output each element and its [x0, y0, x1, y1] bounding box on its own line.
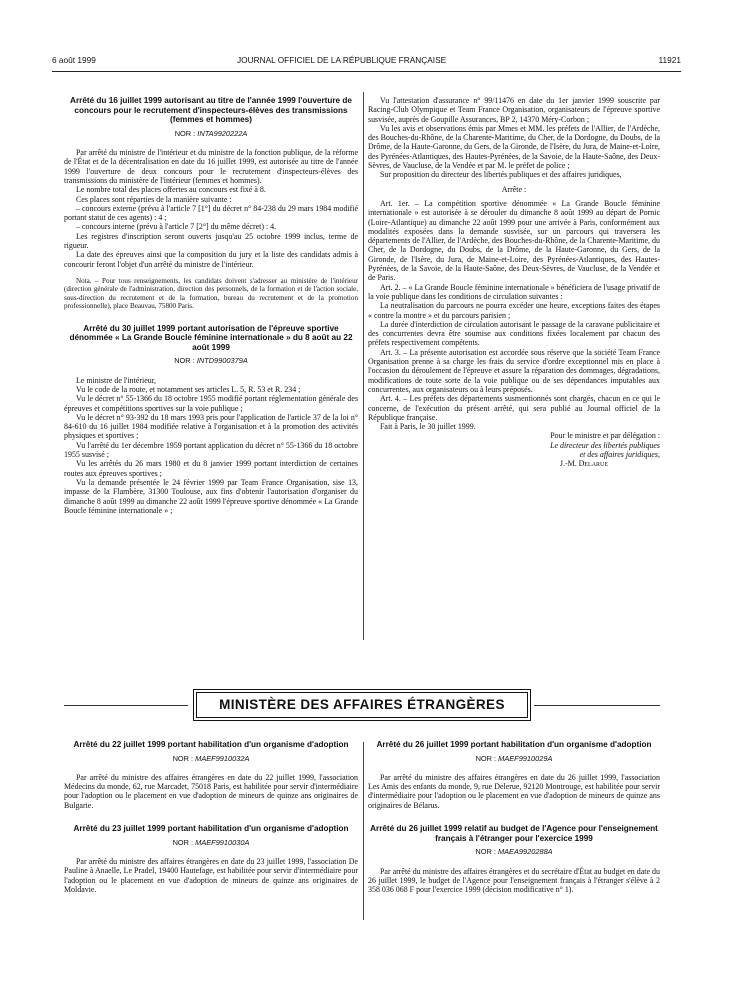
signature-line: Le directeur des libertés publiques — [550, 440, 660, 450]
decree-title: Arrêté du 26 juillet 1999 relatif au budget de l'Agence pour l'enseignement français à l'étranger pour l'exercice 1999 — [370, 824, 658, 843]
paragraph: Les registres d'inscription seront ouverts jusqu'au 25 octobre 1999 inclus, terme de rigueur. — [64, 231, 358, 251]
note: Nota. – Pour tous renseignements, les candidats doivent s'adresser au ministère de l'intérieur (direction générale de l'administration, direction des personnels, de la formation et de l'action sociale, sous-direction du recrutement et de la formation, bureau du recrutement et de la promotion professionnelle), place Beauvau, 75800 Paris. — [64, 276, 358, 311]
paragraph: Par arrêté du ministre des affaires étrangères en date du 26 juillet 1999, l'association Les Amis des enfants du monde, 9, rue Delerue, 92120 Montrouge, est habilitée pour servir d'intermédiaire pour l'adoption ou le placement en vue d'adoption de mineurs de quinze ans originaires de Bélarus. — [368, 772, 660, 810]
decree-title: Arrêté du 22 juillet 1999 portant habilitation d'un organisme d'adoption — [73, 740, 349, 749]
column-left-bottom — [64, 740, 358, 894]
paragraph: Vu la demande présentée le 24 février 1999 par Team France Organisation, sise 13, impasse de la Flambère, 31300 Toulouse, aux fins d'obtenir l'autorisation d'organiser du dimanche 8 août 1999 au dimanche 22 août 1999 l'épreuve sportive dénommée « La Grande Boucle féminine internationale » ; — [64, 477, 358, 515]
nor-reference: NOR : MAEF9910029A — [475, 753, 553, 763]
article-1: Art. 1er. – La compétition sportive dénommée « La Grande Boucle féminine internationale » est autorisée à se dérouler du dimanche 8 août 1999 au départ de Pornic (Loire-Atlantique) au dimanche 22 août 1999 pour une arrivée à Paris, conformément aux modalités exposées dans la demande susvisée, sur un parcours qui traversera les départements de l'Allier, de l'Ardèche, des Bouches-du-Rhône, de la Charente-Maritime, du Cher, de la Dordogne, du Doubs, de la Drôme, de la Haute-Garonne, du Gers, de la Gironde, de l'Isère, du Jura, de Maine-et-Loire, des Pyrénées-Atlantiques, des Hautes-Pyrénées, de la Savoie, de la Haute-Saône, des Deux-Sèvres, de Vaucluse, de la Vendée et de Paris. — [368, 198, 660, 283]
decree-title: Arrêté du 26 juillet 1999 portant habilitation d'un organisme d'adoption — [376, 740, 652, 749]
paragraph: Vu l'attestation d'assurance n° 99/11476 en date du 1er janvier 1999 souscrite par Racing-Club Olympique et Team France Organisation, organisateurs de l'épreuve sportive susvisée, auprès de Goupille Assurances, BP 2, 14370 Méry-Corbon ; — [368, 96, 660, 124]
decree-title: Arrêté du 30 juillet 1999 portant autorisation de l'épreuve sportive dénommée « La Grande Boucle féminine internationale » du 8 août au 22 août 1999 — [69, 323, 353, 352]
header-rule — [52, 71, 681, 72]
paragraph: Ces places sont réparties de la manière suivante : — [76, 194, 232, 204]
arrete-heading: Arrête : — [501, 184, 527, 194]
page-header — [52, 55, 681, 69]
column-separator — [363, 742, 364, 920]
ministry-rule-left — [64, 705, 188, 706]
signature-name: J.-M. Delarue — [559, 459, 609, 469]
paragraph: Sur proposition du directeur des libertés publiques et des affaires juridiques, — [380, 170, 622, 180]
header-page-number: 11921 — [658, 55, 681, 65]
paragraph: Vu le décret n° 55-1366 du 18 octobre 1955 modifié portant réglementation générale des épreuves et compétitions sportives sur la voie publique ; — [64, 394, 358, 413]
nor-reference: NOR : MAEA9920288A — [475, 847, 553, 857]
article-2: Art. 2. – « La Grande Boucle féminine internationale » bénéficiera de l'usage privatif de la voie publique dans les conditions de circulation suivantes : — [368, 282, 660, 301]
decree-title: Arrêté du 23 juillet 1999 portant habilitation d'un organisme d'adoption — [73, 824, 349, 834]
paragraph: Vu le décret n° 93-392 du 18 mars 1993 pris pour l'application de l'article 37 de la loi n° 84-610 du 16 juillet 1984 modifiée relative à l'organisation et à la promotion des activités physiques et sportives ; — [64, 412, 358, 441]
paragraph: Le nombre total des places offertes au concours est fixé à 8. — [76, 185, 266, 195]
signature-line: et des affaires juridiques, — [579, 449, 660, 459]
header-date: 6 août 1999 — [52, 55, 96, 65]
signature-line: Pour le ministre et par délégation : — [550, 431, 660, 441]
nor-reference: NOR : INTA9920222A — [174, 128, 248, 138]
paragraph: La date des épreuves ainsi que la composition du jury et la liste des candidats admis à concourir feront l'objet d'un arrêté du ministre de l'intérieur. — [64, 250, 358, 269]
ministry-rule-right — [534, 705, 660, 706]
paragraph: Par arrêté du ministre des affaires étrangères et du secrétaire d'État au budget en date du 26 juillet 1999, le budget de l'Agence pour l'enseignement français à l'étranger s'élève à 2 358 036 068 F pour l'exercice 1999 (décision modificative n° 1). — [368, 866, 660, 895]
article-4: Art. 4. – Les préfets des départements susmentionnés sont chargés, chacun en ce qui le concerne, de l'exécution du présent arrêté, qui sera publié au Journal officiel de la République française. — [368, 394, 660, 422]
paragraph: Vu l'arrêté du 1er décembre 1959 portant application du décret n° 55-1366 du 18 octobre 1955 susvisé ; — [64, 440, 358, 460]
header-journal-title: JOURNAL OFFICIEL DE LA RÉPUBLIQUE FRANÇAISE — [237, 55, 447, 65]
signature-place-date: Fait à Paris, le 30 juillet 1999. — [380, 422, 476, 432]
paragraph: Par arrêté du ministre de l'intérieur et du ministre de la fonction publique, de la réforme de l'État et de la décentralisation en date du 16 juillet 1999, est autorisée au titre de l'année 1999 l'ouverture de deux concours pour le recrutement d'inspecteurs-élèves des transmissions du ministère de l'intérieur (femmes et hommes). — [64, 148, 358, 185]
nor-reference: NOR : MAEF9910030A — [172, 837, 250, 847]
paragraph: – concours externe (prévu à l'article 7 [1°] du décret n° 84-238 du 29 mars 1984 modifié portant statut de ces agents) : 4 ; — [64, 203, 358, 223]
paragraph: Par arrêté du ministre des affaires étrangères en date du 22 juillet 1999, l'association Médecins du monde, 62, rue Marcadet, 75018 Paris, est habilitée pour servir d'intermédiaire pour l'adoption ou le placement en vue d'adoption de mineurs de quinze ans originaires de Bulgarie. — [64, 772, 358, 810]
decree-title: Arrêté du 16 juillet 1999 autorisant au titre de l'année 1999 l'ouverture de concours pour le recrutement d'inspecteurs-élèves des transmissions (femmes et hommes) — [70, 96, 352, 125]
paragraph: Vu les arrêtés du 26 mars 1980 et du 8 janvier 1999 portant interdiction de certaines routes aux épreuves sportives ; — [64, 459, 358, 478]
paragraph: Le ministre de l'intérieur, — [76, 375, 157, 385]
column-right-bottom — [368, 740, 660, 894]
paragraph: Vu le code de la route, et notamment ses articles L. 5, R. 53 et R. 234 ; — [76, 384, 301, 394]
paragraph: Par arrêté du ministre des affaires étrangères en date du 23 juillet 1999, l'association De Pauline à Anaelle, Le Pradel, 19400 Hautefage, est habilitée pour servir d'intermédiaire pour l'adoption ou le placement en vue d'adoption de mineurs de quinze ans originaires de Moldavie. — [64, 856, 358, 894]
paragraph: Vu les avis et observations émis par Mmes et MM. les préfets de l'Allier, de l'Ardèche, des Bouches-du-Rhône, de la Charente-Maritime, du Cher, de la Dordogne, du Doubs, de la Drôme, de la Haute-Garonne, du Gers, de la Gironde, de l'Isère, du Jura, de Maine-et-Loire, des Pyrénées-Atlantiques, des Hautes-Pyrénées, de la Savoie, de la Haute-Saône, des Deux-Sèvres, de Vaucluse, de la Vendée et par M. le préfet de police ; — [368, 123, 660, 171]
article-3: Art. 3. – La présente autorisation est accordée sous réserve que la société Team France Organisation prenne à sa charge les frais du service d'ordre exceptionnel mis en place à l'occasion du déroulement de l'épreuve et assure la réparation des dommages, dégradations, modifications de toute sorte de la voie publique ou de ses dépendances imputables aux concurrentes, aux organisateurs ou à leurs préposés. — [368, 347, 660, 394]
nor-reference: NOR : MAEF9910032A — [172, 753, 250, 763]
column-left-top — [64, 96, 358, 515]
paragraph: – concours interne (prévu à l'article 7 [2°] du même décret) : 4. — [76, 222, 277, 232]
paragraph: La durée d'interdiction de circulation autorisant le passage de la caravane publicitaire et des concurrentes devra être soumise aux conditions fixées localement par chacun des préfets respectivement compétents. — [368, 319, 660, 348]
ministry-heading: MINISTÈRE DES AFFAIRES ÉTRANGÈRES — [196, 692, 528, 718]
column-separator — [363, 92, 364, 640]
nor-reference: NOR : INTD9900379A — [174, 356, 248, 366]
paragraph: La neutralisation du parcours ne pourra excéder une heure, exceptions faites des étapes « contre la montre » et du parcours parisien ; — [368, 301, 660, 320]
column-right-top — [368, 96, 660, 469]
